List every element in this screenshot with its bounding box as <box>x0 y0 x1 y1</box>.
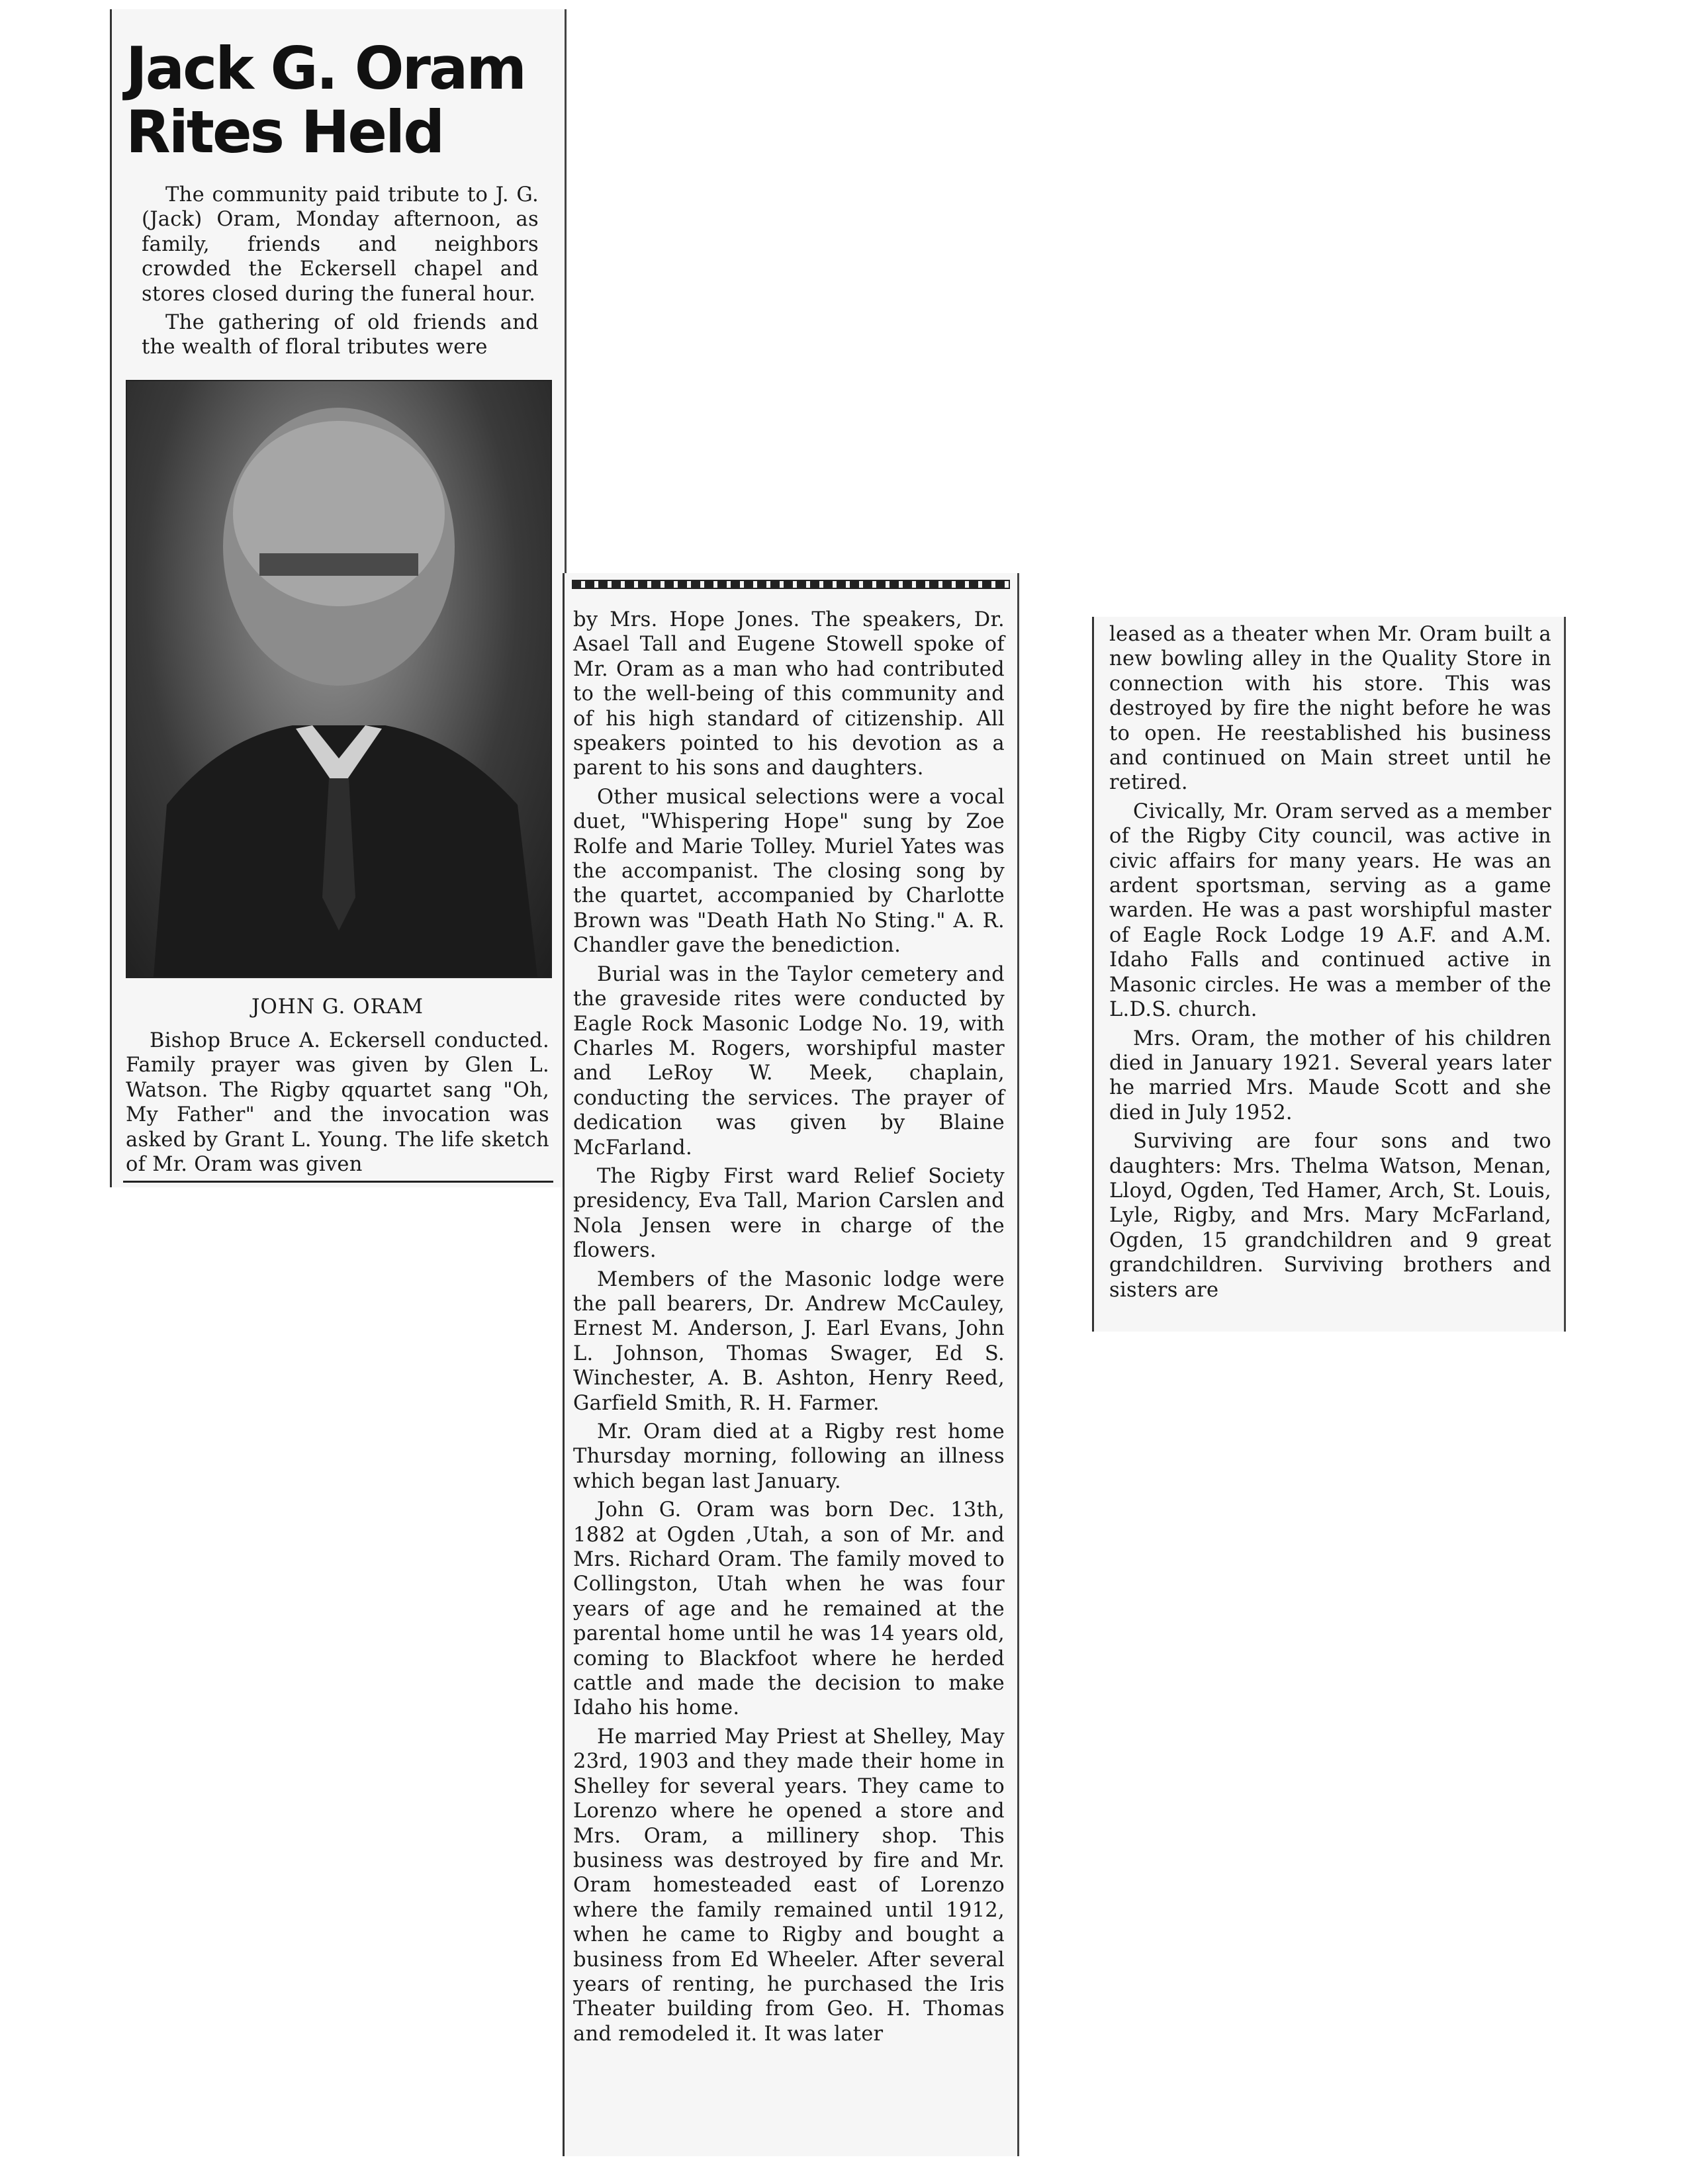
paragraph: Other musical selections were a vocal duet, "Whispering Hope" sung by Zoe Rolfe and Marie Tolley. Muriel Yates was the accompanist. The closing song by the quartet, accompanied by Charlotte Brown was "Death Hath No Sting." A. R. Chandler gave the benediction. <box>573 785 1005 958</box>
paragraph: He married May Priest at Shelley, May 23rd, 1903 and they made their home in Shelley for several years. They came to Lorenzo where he opened a store and Mrs. Oram, a millinery shop. This business was destroyed by fire and Mr. Oram homesteaded east of Lorenzo where the family remained until 1912, when he came to Rigby and bought a business from Ed Wheeler. After several years of renting, he purchased the Iris Theater building from Geo. H. Thomas and remodeled it. It was later <box>573 1725 1005 2046</box>
paragraph: The community paid tribute to J. G. (Jack) Oram, Monday afternoon, as family, friends and neighbors crowded the Eckersell chapel and stores closed during the funeral hour. <box>142 183 539 306</box>
paragraph: John G. Oram was born Dec. 13th, 1882 at Ogden ,Utah, a son of Mr. and Mrs. Richard Oram. The family moved to Collingston, Utah when he was four years of age and he remained at the parental home until he was 14 years old, coming to Blackfoot where he herded cattle and made the decision to make Idaho his home. <box>573 1498 1005 1720</box>
right-column-text <box>1109 622 1551 1302</box>
column-end-rule <box>123 1181 553 1183</box>
clipping-column-3 <box>1092 617 1566 1332</box>
paragraph: by Mrs. Hope Jones. The speakers, Dr. Asael Tall and Eugene Stowell spoke of Mr. Oram as a man who had contributed to the well-being of this community and of his high standard of citizenship. All speakers pointed to his devotion as a parent to his sons and daughters. <box>573 608 1005 780</box>
paragraph: Members of the Masonic lodge were the pall bearers, Dr. Andrew McCauley, Ernest M. Anderson, J. Earl Evans, John L. Johnson, Thomas Swager, Ed S. Winchester, A. B. Ashton, Henry Reed, Garfield Smith, R. H. Farmer. <box>573 1267 1005 1415</box>
paragraph: leased as a theater when Mr. Oram built a new bowling alley in the Quality Store in connection with his store. This was destroyed by fire the night before he was to open. He reestablished his business and continued on Main street until he retired. <box>1109 623 1551 795</box>
clipping-edge <box>1564 617 1566 1332</box>
column-top-rule <box>572 580 1010 589</box>
portrait-photo <box>126 380 552 978</box>
paragraph: Civically, Mr. Oram served as a member of the Rigby City council, was active in civic affairs for many years. He was an ardent sportsman, serving as a game warden. He was a past worshipful master of Eagle Rock Lodge 19 A.F. and A.M. Idaho Falls and continued active in Masonic circles. He was a member of the L.D.S. church. <box>1109 799 1551 1022</box>
clipping-column-1 <box>110 9 567 1187</box>
paragraph: Bishop Bruce A. Eckersell conducted. Family prayer was given by Glen L. Watson. The Rigby qquartet sang "Oh, My Father" and the invocation was asked by Grant L. Young. The life sketch of Mr. Oram was given <box>126 1029 549 1177</box>
photo-caption: JOHN G. ORAM <box>251 995 424 1019</box>
clipping-edge <box>563 573 565 2156</box>
paragraph: Mrs. Oram, the mother of his children died in January 1921. Several years later he married Mrs. Maude Scott and she died in July 1952. <box>1109 1026 1551 1124</box>
headline-line-1: Jack G. Oram <box>126 34 525 103</box>
portrait-silhouette <box>127 381 551 977</box>
clipping-edge <box>110 9 112 1187</box>
paragraph: Surviving are four sons and two daughters: Mrs. Thelma Watson, Menan, Lloyd, Ogden, Ted Hamer, Arch, St. Louis, Lyle, Rigby, and Mrs. Mary McFarland, Ogden, 15 grandchildren and 9 great grandchildren. Surviving brothers and sisters are <box>1109 1130 1551 1302</box>
paragraph: The Rigby First ward Relief Society presidency, Eva Tall, Marion Carslen and Nola Jensen were in charge of the flowers. <box>573 1164 1005 1263</box>
clipping-column-2 <box>563 573 1019 2156</box>
after-photo-text <box>126 1028 549 1177</box>
paragraph: The gathering of old friends and the wealth of floral tributes were <box>142 311 539 359</box>
paragraph: Mr. Oram died at a Rigby rest home Thursday morning, following an illness which began last January. <box>573 1420 1005 1493</box>
middle-column-text <box>573 608 1005 2046</box>
headline-line-2: Rites Held <box>126 98 443 166</box>
paragraph: Burial was in the Taylor cemetery and the graveside rites were conducted by Eagle Rock Masonic Lodge No. 19, with Charles M. Rogers, worshipful master and LeRoy W. Meek, chaplain, conducting the services. The prayer of dedication was given by Blaine McFarland. <box>573 962 1005 1160</box>
intro-text <box>142 183 539 360</box>
headline <box>126 34 555 166</box>
clipping-edge <box>1092 617 1094 1332</box>
clipping-edge <box>1017 573 1019 2156</box>
